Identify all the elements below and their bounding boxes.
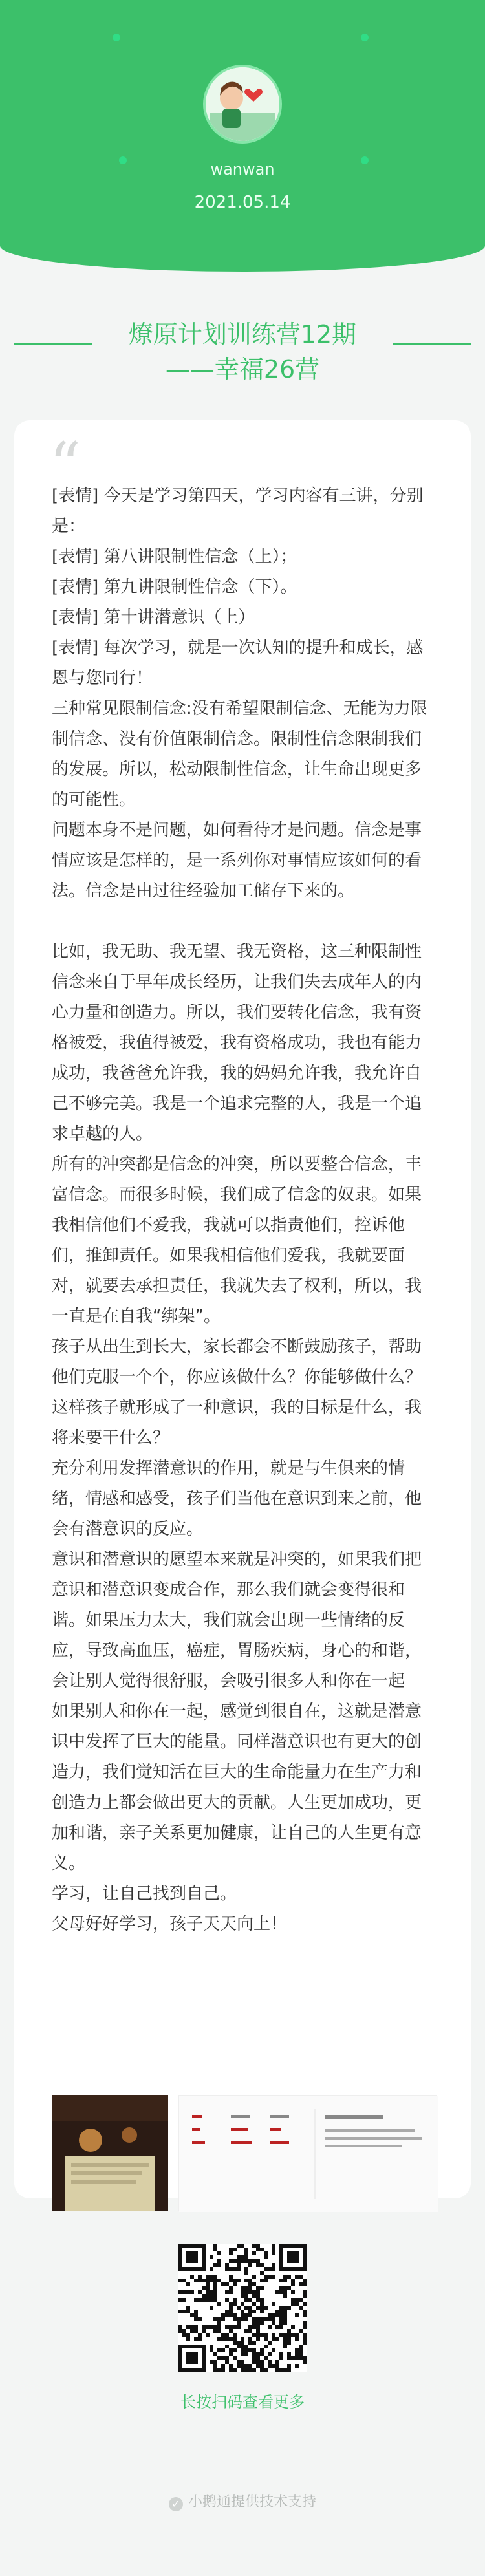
paragraph: [表情] 第九讲限制性信念（下）。: [52, 577, 297, 597]
paragraph: 父母好好学习，孩子天天向上！: [52, 1915, 288, 1934]
avatar-illustration: [206, 67, 279, 141]
paragraph: 三种常见限制信念:没有希望限制信念、无能为力限制信念、没有价值限制信念。限制性信念限制我们的发展。所以，松动限制性信念，让生命出现更多的可能性。: [52, 699, 427, 810]
paragraph: 比如，我无助、我无望、我无资格，这三种限制性信念来自于早年成长经历，让我们失去成年人的内心力量和创造力。所以，我们要转化信念，我有资格被爱，我值得被爱，我有资格成功，我也有能力成功，我爸爸允许我，我的妈妈允许我，我允许自己不够完美。我是一个追求完整的人，我是一个追求卓越的人。: [52, 942, 422, 1144]
title-line-1: 燎原计划训练营12期: [128, 320, 357, 349]
decor-dot: [113, 34, 120, 41]
paragraph: [表情] 每次学习，就是一次认知的提升和成长，感恩与您同行！: [52, 638, 424, 688]
photo-thumbnail[interactable]: [52, 2095, 168, 2211]
paragraph: 所有的冲突都是信念的冲突，所以要整合信念，丰富信念。而很多时候，我们成了信念的奴隶。如果我相信他们不爱我，我就可以指责他们，控诉他们，推卸责任。如果我相信他们爱我，我就要面对，就要去承担责任，我就失去了权利，所以，我一直是在自我“绑架”。: [52, 1155, 422, 1326]
paragraph: 意识和潜意识的愿望本来就是冲突的，如果我们把意识和潜意识变成合作，那么我们就会变得很和谐。如果压力太大，我们就会出现一些情绪的反应，导致高血压，癌症，胃肠疾病，身心的和谐，会让别人觉得很舒服，会吸引很多人和你在一起: [52, 1550, 422, 1691]
blank-line: [52, 907, 437, 937]
paragraph: [表情] 今天是学习第四天，学习内容有三讲，分别是：: [52, 486, 424, 536]
qr-code[interactable]: [178, 2244, 307, 2372]
decor-dot: [361, 34, 369, 41]
photo-image: [52, 2095, 168, 2211]
paragraph: 充分利用发挥潜意识的作用，就是与生俱来的情绪，情感和感受，孩子们当他在意识到来之前，他会有潜意识的反应。: [52, 1459, 422, 1539]
quote-icon: “: [49, 429, 81, 502]
paragraph: 问题本身不是问题，如何看待才是问题。信念是事情应该是怎样的，是一系列你对事情应该如何的看法。信念是由过往经验加工储存下来的。: [52, 821, 422, 901]
username: wanwan: [210, 160, 275, 178]
paragraph: 学习，让自己找到自己。: [52, 1884, 237, 1904]
title-divider-left: [14, 343, 92, 345]
powered-by-text: 小鹅通提供技术支持: [188, 2494, 316, 2510]
paragraph: [表情] 第十讲潜意识（上）: [52, 608, 255, 627]
check-circle-icon: ✓: [169, 2497, 183, 2511]
article-body: [52, 481, 437, 1940]
paragraph: 如果别人和你在一起，感觉到很自在，这就是潜意识中发挥了巨大的能量。同样潜意识也有更大的创造力，我们觉知活在巨大的生命能量力在生产力和创造力上都会做出更大的贡献。人生更加成功，更加和谐，亲子关系更加健康，让自己的人生更有意义。: [52, 1702, 422, 1873]
title-divider-right: [393, 343, 471, 345]
slide-thumbnail[interactable]: [178, 2095, 437, 2211]
qr-caption: 长按扫码查看更多: [180, 2393, 305, 2411]
paragraph: 孩子从出生到长大，家长都会不断鼓励孩子，帮助他们克服一个个，你应该做什么？你能够做什么？这样孩子就形成了一种意识，我的目标是什么，我将来要干什么？: [52, 1337, 422, 1448]
slide-image: [179, 2096, 438, 2212]
powered-by: [0, 2491, 485, 2511]
publish-date: 2021.05.14: [194, 193, 291, 212]
paragraph: [表情] 第八讲限制性信念（上）；: [52, 547, 297, 566]
avatar[interactable]: [203, 65, 282, 144]
article-title-section: [0, 272, 485, 401]
title-line-2: ——幸福26营: [165, 355, 320, 383]
article-title: [97, 317, 388, 387]
qr-code-icon: [178, 2244, 307, 2372]
image-attachments: [52, 2095, 437, 2211]
content-card: [14, 420, 471, 2198]
profile-header: [0, 0, 485, 272]
